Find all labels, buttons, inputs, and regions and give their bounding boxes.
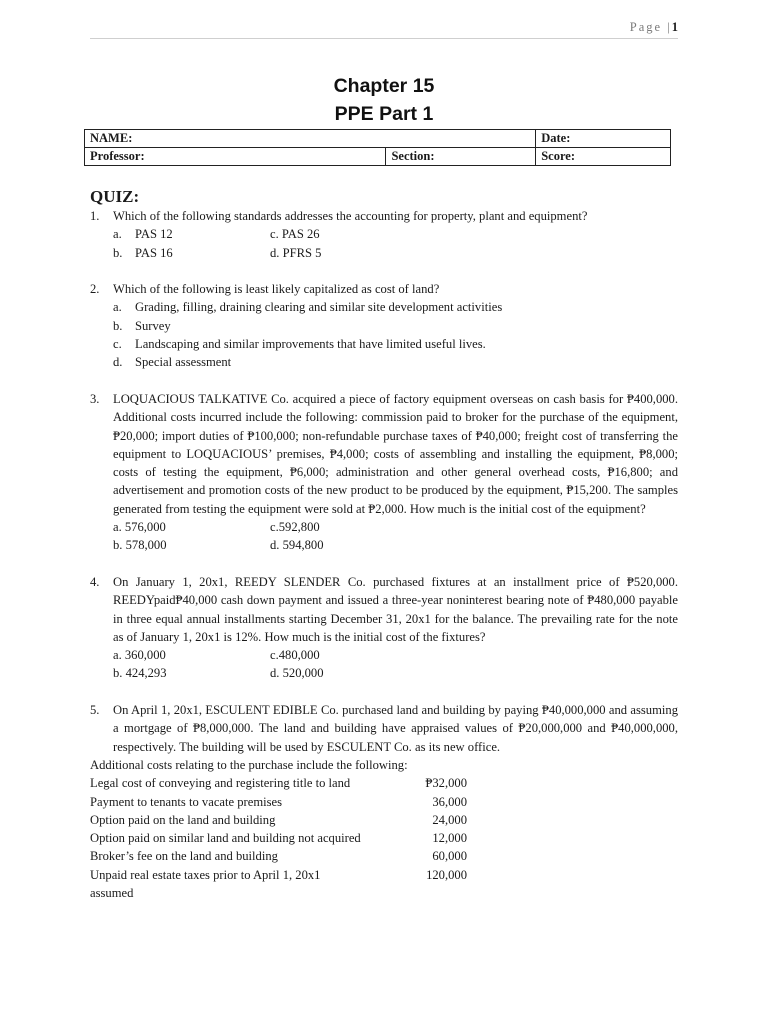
cost-amount: 120,000 [426, 867, 467, 882]
quiz-content [90, 207, 678, 902]
student-info-table [84, 129, 671, 166]
header-divider [90, 38, 678, 39]
option-item [90, 335, 678, 353]
quiz-heading: QUIZ: [90, 187, 140, 206]
option-letter: d. [270, 245, 280, 260]
option-text: a. 360,000 [113, 648, 166, 663]
cost-amount: 12,000 [432, 831, 467, 846]
option-text: PAS 26 [281, 227, 320, 242]
option-text: a. 576,000 [113, 520, 166, 535]
cost-label: Unpaid real estate taxes prior to April 1, 20x1 [90, 867, 321, 882]
cost-row [90, 774, 467, 792]
question-text: On January 1, 20x1, REEDY SLENDER Co. purchased fixtures at an installment price of ₱520,000. REEDYpaid₱40,000 cash down payment and issued a three-year noninterest bearing note of ₱480,000 payable in three equal annual installments starting December 31, 20x1 for the balance. The prevailing rate for the note as of January 1, 20x1 is 12%. How much is the initial cost of the fixtures? [113, 574, 678, 644]
question-number: 3. [90, 391, 100, 406]
option-letter: b. [113, 318, 123, 333]
option-row [90, 518, 678, 536]
option-text: b. 578,000 [113, 538, 167, 553]
option-letter: c. [270, 227, 279, 242]
option-letter: a. [113, 227, 122, 242]
option-item [90, 353, 678, 371]
cost-amount: 36,000 [432, 794, 467, 809]
option-letter: d. [113, 355, 123, 370]
cost-amount: 60,000 [432, 849, 467, 864]
date-field: Date: [536, 130, 671, 148]
section-field: Section: [386, 148, 536, 166]
question-number: 1. [90, 209, 100, 223]
page-number: 1 [671, 20, 678, 34]
option-item [90, 298, 678, 316]
option-text: d. 594,800 [270, 538, 324, 553]
question-text: Which of the following is least likely capitalized as cost of land? [113, 282, 440, 297]
question-1 [90, 207, 678, 225]
page-separator: | [667, 20, 672, 34]
page-header [630, 20, 678, 35]
score-field: Score: [536, 148, 671, 166]
cost-label: Option paid on the land and building [90, 812, 276, 827]
option-row [90, 536, 678, 554]
page-label: Page [629, 20, 663, 34]
cost-amount: 24,000 [432, 812, 467, 827]
cost-row [90, 811, 467, 829]
question-2 [90, 280, 678, 298]
professor-field: Professor: [85, 148, 386, 166]
option-text: Survey [135, 318, 171, 333]
option-row [90, 646, 678, 664]
cost-row [90, 866, 467, 884]
cost-label-continuation: assumed [90, 885, 134, 900]
cost-label: Legal cost of conveying and registering title to land [90, 776, 351, 791]
option-text: PAS 12 [135, 227, 173, 242]
question-5 [90, 701, 678, 756]
option-text: b. 424,293 [113, 666, 167, 681]
cost-row [90, 847, 467, 865]
cost-amount: ₱32,000 [425, 776, 467, 791]
option-letter: b. [113, 245, 123, 260]
cost-label: Broker’s fee on the land and building [90, 849, 278, 864]
question-text: LOQUACIOUS TALKATIVE Co. acquired a piece of factory equipment overseas on cash basis for ₱400,000. Additional costs incurred include the following: commission paid to broker for the purchase of the equipment, ₱20,000; import duties of ₱100,000; non-refundable purchase taxes of ₱40,000; freight cost of transferring the equipment to LOQUACIOUS’ premises, ₱4,000; costs of assembling and installing the equipment, ₱8,000; costs of testing the equipment, ₱6,000; administration and other general overhead costs, ₱16,800; and advertisement and promotion costs of the new product to be produced by the equipment, ₱15,200. The samples generated from testing the equipment were sold at ₱2,000. How much is the initial cost of the equipment? [113, 391, 678, 516]
option-text: PAS 16 [135, 245, 173, 260]
name-field: NAME: [85, 130, 536, 148]
cost-row [90, 829, 467, 847]
option-text: Special assessment [135, 355, 232, 370]
option-text: c.480,000 [270, 648, 320, 663]
question-number: 2. [90, 282, 100, 297]
chapter-title: Chapter 15 [333, 75, 435, 97]
cost-label: Option paid on similar land and building not acquired [90, 831, 361, 846]
option-row [90, 664, 678, 682]
option-letter: a. [113, 300, 122, 315]
option-item [90, 317, 678, 335]
cost-row [90, 793, 467, 811]
chapter-subtitle: PPE Part 1 [334, 103, 434, 125]
option-text: d. 520,000 [270, 666, 324, 681]
additional-costs-intro: Additional costs relating to the purchase include the following: [90, 757, 408, 772]
option-row [90, 225, 678, 243]
question-3 [90, 390, 678, 518]
option-letter: c. [113, 337, 122, 352]
option-text: PFRS 5 [282, 245, 322, 260]
question-text: Which of the following standards addresses the accounting for property, plant and equipment? [113, 209, 588, 223]
question-text: On April 1, 20x1, ESCULENT EDIBLE Co. purchased land and building by paying ₱40,000,000 and assuming a mortgage of ₱8,000,000. The land and building have appraised values of ₱20,000,000 and ₱40,000,000, respectively. The building will be used by ESCULENT Co. as its new office. [113, 703, 678, 754]
question-number: 5. [90, 703, 100, 718]
cost-label: Payment to tenants to vacate premises [90, 794, 282, 809]
option-text: c.592,800 [270, 520, 320, 535]
option-text: Landscaping and similar improvements that have limited useful lives. [135, 337, 486, 352]
option-text: Grading, filling, draining clearing and similar site development activities [135, 300, 503, 315]
option-row [90, 244, 678, 262]
question-number: 4. [90, 574, 100, 589]
question-4 [90, 573, 678, 646]
